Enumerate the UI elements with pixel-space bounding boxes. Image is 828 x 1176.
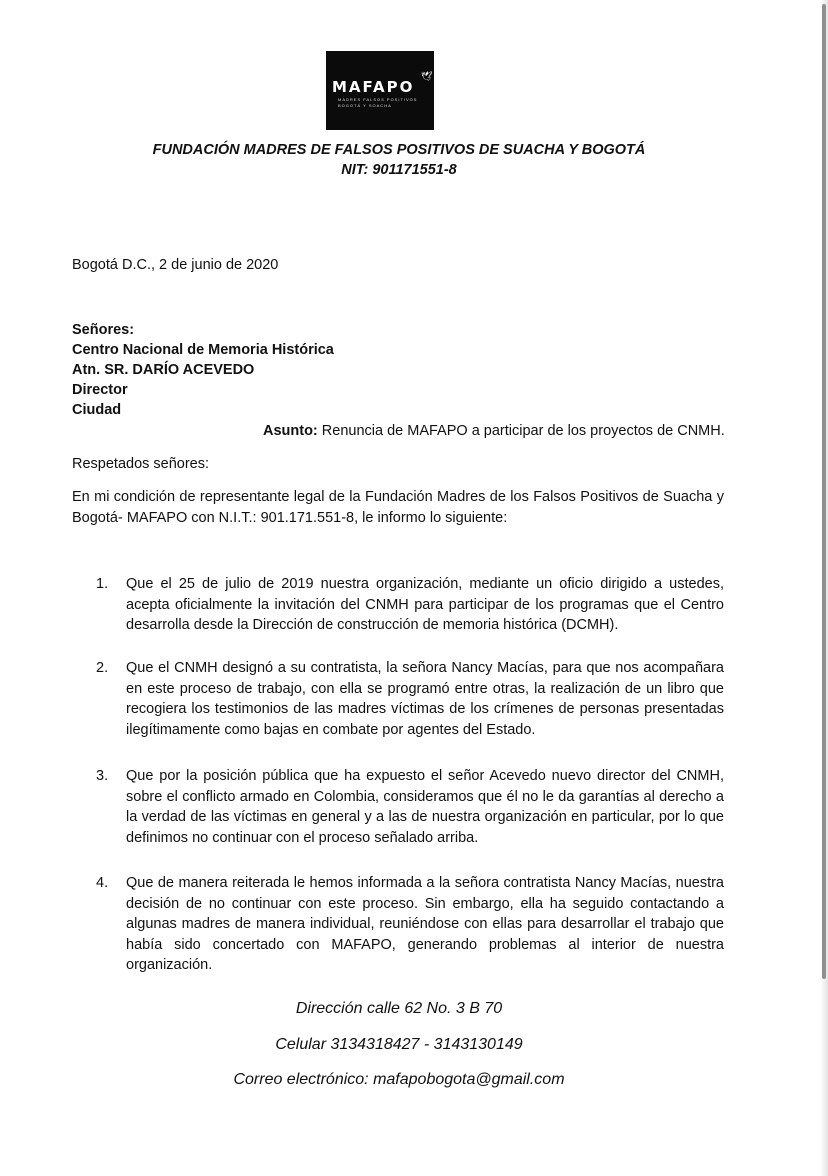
recipient-salutation: Señores: — [72, 322, 135, 338]
list-item-number: 2. — [96, 660, 109, 676]
bird-icon: 🕊 — [421, 71, 433, 81]
vertical-scrollbar[interactable] — [822, 4, 826, 979]
organization-nit: NIT: 901171551-8 — [341, 162, 457, 178]
recipient-attention: Atn. SR. DARÍO ACEVEDO — [72, 362, 255, 378]
footer-email: Correo electrónico: mafapobogota@gmail.com — [233, 1071, 565, 1088]
logo-tagline-1: MADRES FALSOS POSITIVOS — [338, 97, 418, 102]
intro-paragraph: En mi condición de representante legal de la Fundación Madres de los Falsos Positivos de Suacha y Bogotá- MAFAPO con N.I.T.: 901.171.551-8, le informo lo siguiente: — [72, 489, 724, 526]
subject-text: Renuncia de MAFAPO a participar de los proyectos de CNMH. — [321, 423, 725, 439]
logo-name: MAFAPO — [332, 78, 415, 96]
list-item-number: 3. — [96, 768, 109, 784]
logo-tagline-2: BOGOTÁ Y SOACHA — [338, 103, 392, 108]
organization-name: FUNDACIÓN MADRES DE FALSOS POSITIVOS DE SUACHA Y BOGOTÁ — [152, 142, 646, 158]
place-date: Bogotá D.C., 2 de junio de 2020 — [72, 257, 279, 273]
recipient-position: Director — [72, 382, 128, 398]
mafapo-logo — [326, 51, 434, 130]
subject-line — [263, 421, 725, 441]
list-item-text: Que el 25 de julio de 2019 nuestra organización, mediante un oficio dirigido a ustedes, acepta oficialmente la invitación del CNMH para participar de los programas que el Centro desarrolla desde la Dirección de construcción de memoria histórica (DCMH). — [126, 576, 724, 633]
greeting: Respetados señores: — [72, 456, 210, 472]
list-item-text: Que de manera reiterada le hemos informada a la señora contratista Nancy Macías, nuestra decisión de no continuar con este proceso. Sin embargo, ella ha seguido contactando a algunas madres de manera individual, reuniéndose con ellas para desarrollar el trabajo que había sido concertado con MAFAPO, generando problemas al interior de nuestra organización. — [126, 875, 724, 973]
subject-label: Asunto: — [263, 423, 318, 439]
list-item-text: Que por la posición pública que ha expuesto el señor Acevedo nuevo director del CNMH, sobre el conflicto armado en Colombia, consideramos que él no le da garantías al derecho a la verdad de las víctimas en general y a las de nuestra organización en particular, por lo que definimos no continuar con el proceso señalado arriba. — [126, 768, 724, 846]
recipient-institution: Centro Nacional de Memoria Histórica — [72, 342, 334, 358]
footer-phones: Celular 3134318427 - 3143130149 — [275, 1036, 523, 1053]
recipient-city: Ciudad — [72, 402, 122, 418]
list-item-text: Que el CNMH designó a su contratista, la señora Nancy Macías, para que nos acompañara en este proceso de trabajo, con ella se programó entre otras, la realización de un libro que recogiera los testimonios de las madres víctimas de los crímenes de personas presentadas ilegítimamente como bajas en combate por agentes del Estado. — [126, 660, 724, 738]
list-item-number: 4. — [96, 875, 109, 891]
footer-address: Dirección calle 62 No. 3 B 70 — [295, 1000, 503, 1017]
list-item-number: 1. — [96, 576, 109, 592]
